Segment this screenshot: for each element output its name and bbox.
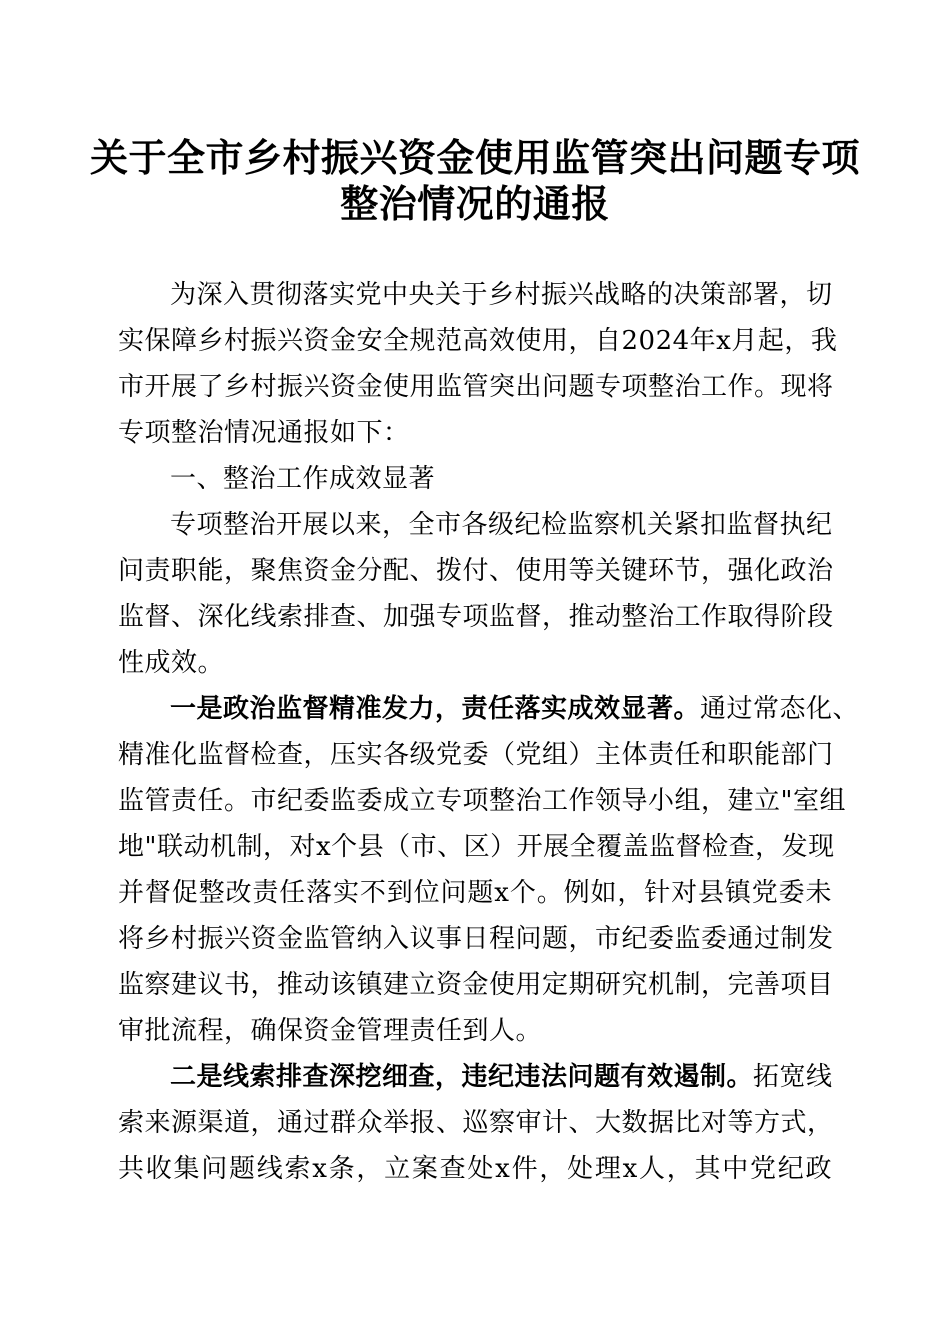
paragraph-line: 索来源渠道，通过群众举报、巡察审计、大数据比对等方式， (118, 1108, 834, 1138)
paragraph-line: 审批流程，确保资金管理责任到人。 (118, 1016, 543, 1046)
paragraph-line: 地"联动机制，对x个县（市、区）开展全覆盖监督检查，发现 (118, 832, 835, 862)
paragraph-line: 将乡村振兴资金监管纳入议事日程问题，市纪委监委通过制发 (118, 924, 834, 954)
paragraph-line: 问责职能，聚焦资金分配、拨付、使用等关键环节，强化政治 (118, 556, 834, 586)
point-1-line-start: 通过常态化、 (700, 694, 860, 724)
paragraph-line: 市开展了乡村振兴资金使用监管突出问题专项整治工作。现将 (118, 372, 834, 402)
paragraph-point-1 (118, 686, 860, 1054)
paragraph-line (118, 686, 860, 732)
point-1-lead: 一是政治监督精准发力，责任落实成效显著。 (170, 694, 701, 724)
point-2-lead: 二是线索排查深挖细查，违纪违法问题有效遏制。 (170, 1062, 754, 1092)
paragraph-intro (118, 272, 838, 456)
paragraph-line: 并督促整改责任落实不到位问题x个。例如，针对县镇党委未 (118, 878, 832, 908)
paragraph-line: 为深入贯彻落实党中央关于乡村振兴战略的决策部署，切 (170, 280, 833, 310)
paragraph-line: 性成效。 (118, 648, 225, 678)
paragraph-line: 监督、深化线索排查、加强专项监督，推动整治工作取得阶段 (118, 602, 834, 632)
paragraph-line: 监管责任。市纪委监委成立专项整治工作领导小组，建立"室组 (118, 786, 846, 816)
paragraph-line: 专项整治情况通报如下： (118, 418, 410, 448)
paragraph-section-1-intro (118, 502, 832, 686)
point-2-line-start: 拓宽线 (753, 1062, 833, 1092)
document-title-line-1: 关于全市乡村振兴资金使用监管突出问题专项 (89, 135, 860, 180)
paragraph-line: 共收集问题线索x条，立案查处x件，处理x人，其中党纪政 (118, 1154, 832, 1184)
paragraph-point-2 (118, 1054, 832, 1192)
paragraph-line: 监察建议书，推动该镇建立资金使用定期研究机制，完善项目 (118, 970, 834, 1000)
document-title-line-2: 整治情况的通报 (340, 181, 610, 226)
paragraph-line: 精准化监督检查，压实各级党委（党组）主体责任和职能部门 (118, 740, 834, 770)
paragraph-line: 实保障乡村振兴资金安全规范高效使用，自2024年x月起，我 (118, 326, 838, 356)
paragraph-line: 专项整治开展以来，全市各级纪检监察机关紧扣监督执纪 (170, 510, 833, 540)
paragraph-line (118, 1054, 832, 1100)
section-heading-1: 一、整治工作成效显著 (170, 464, 436, 494)
